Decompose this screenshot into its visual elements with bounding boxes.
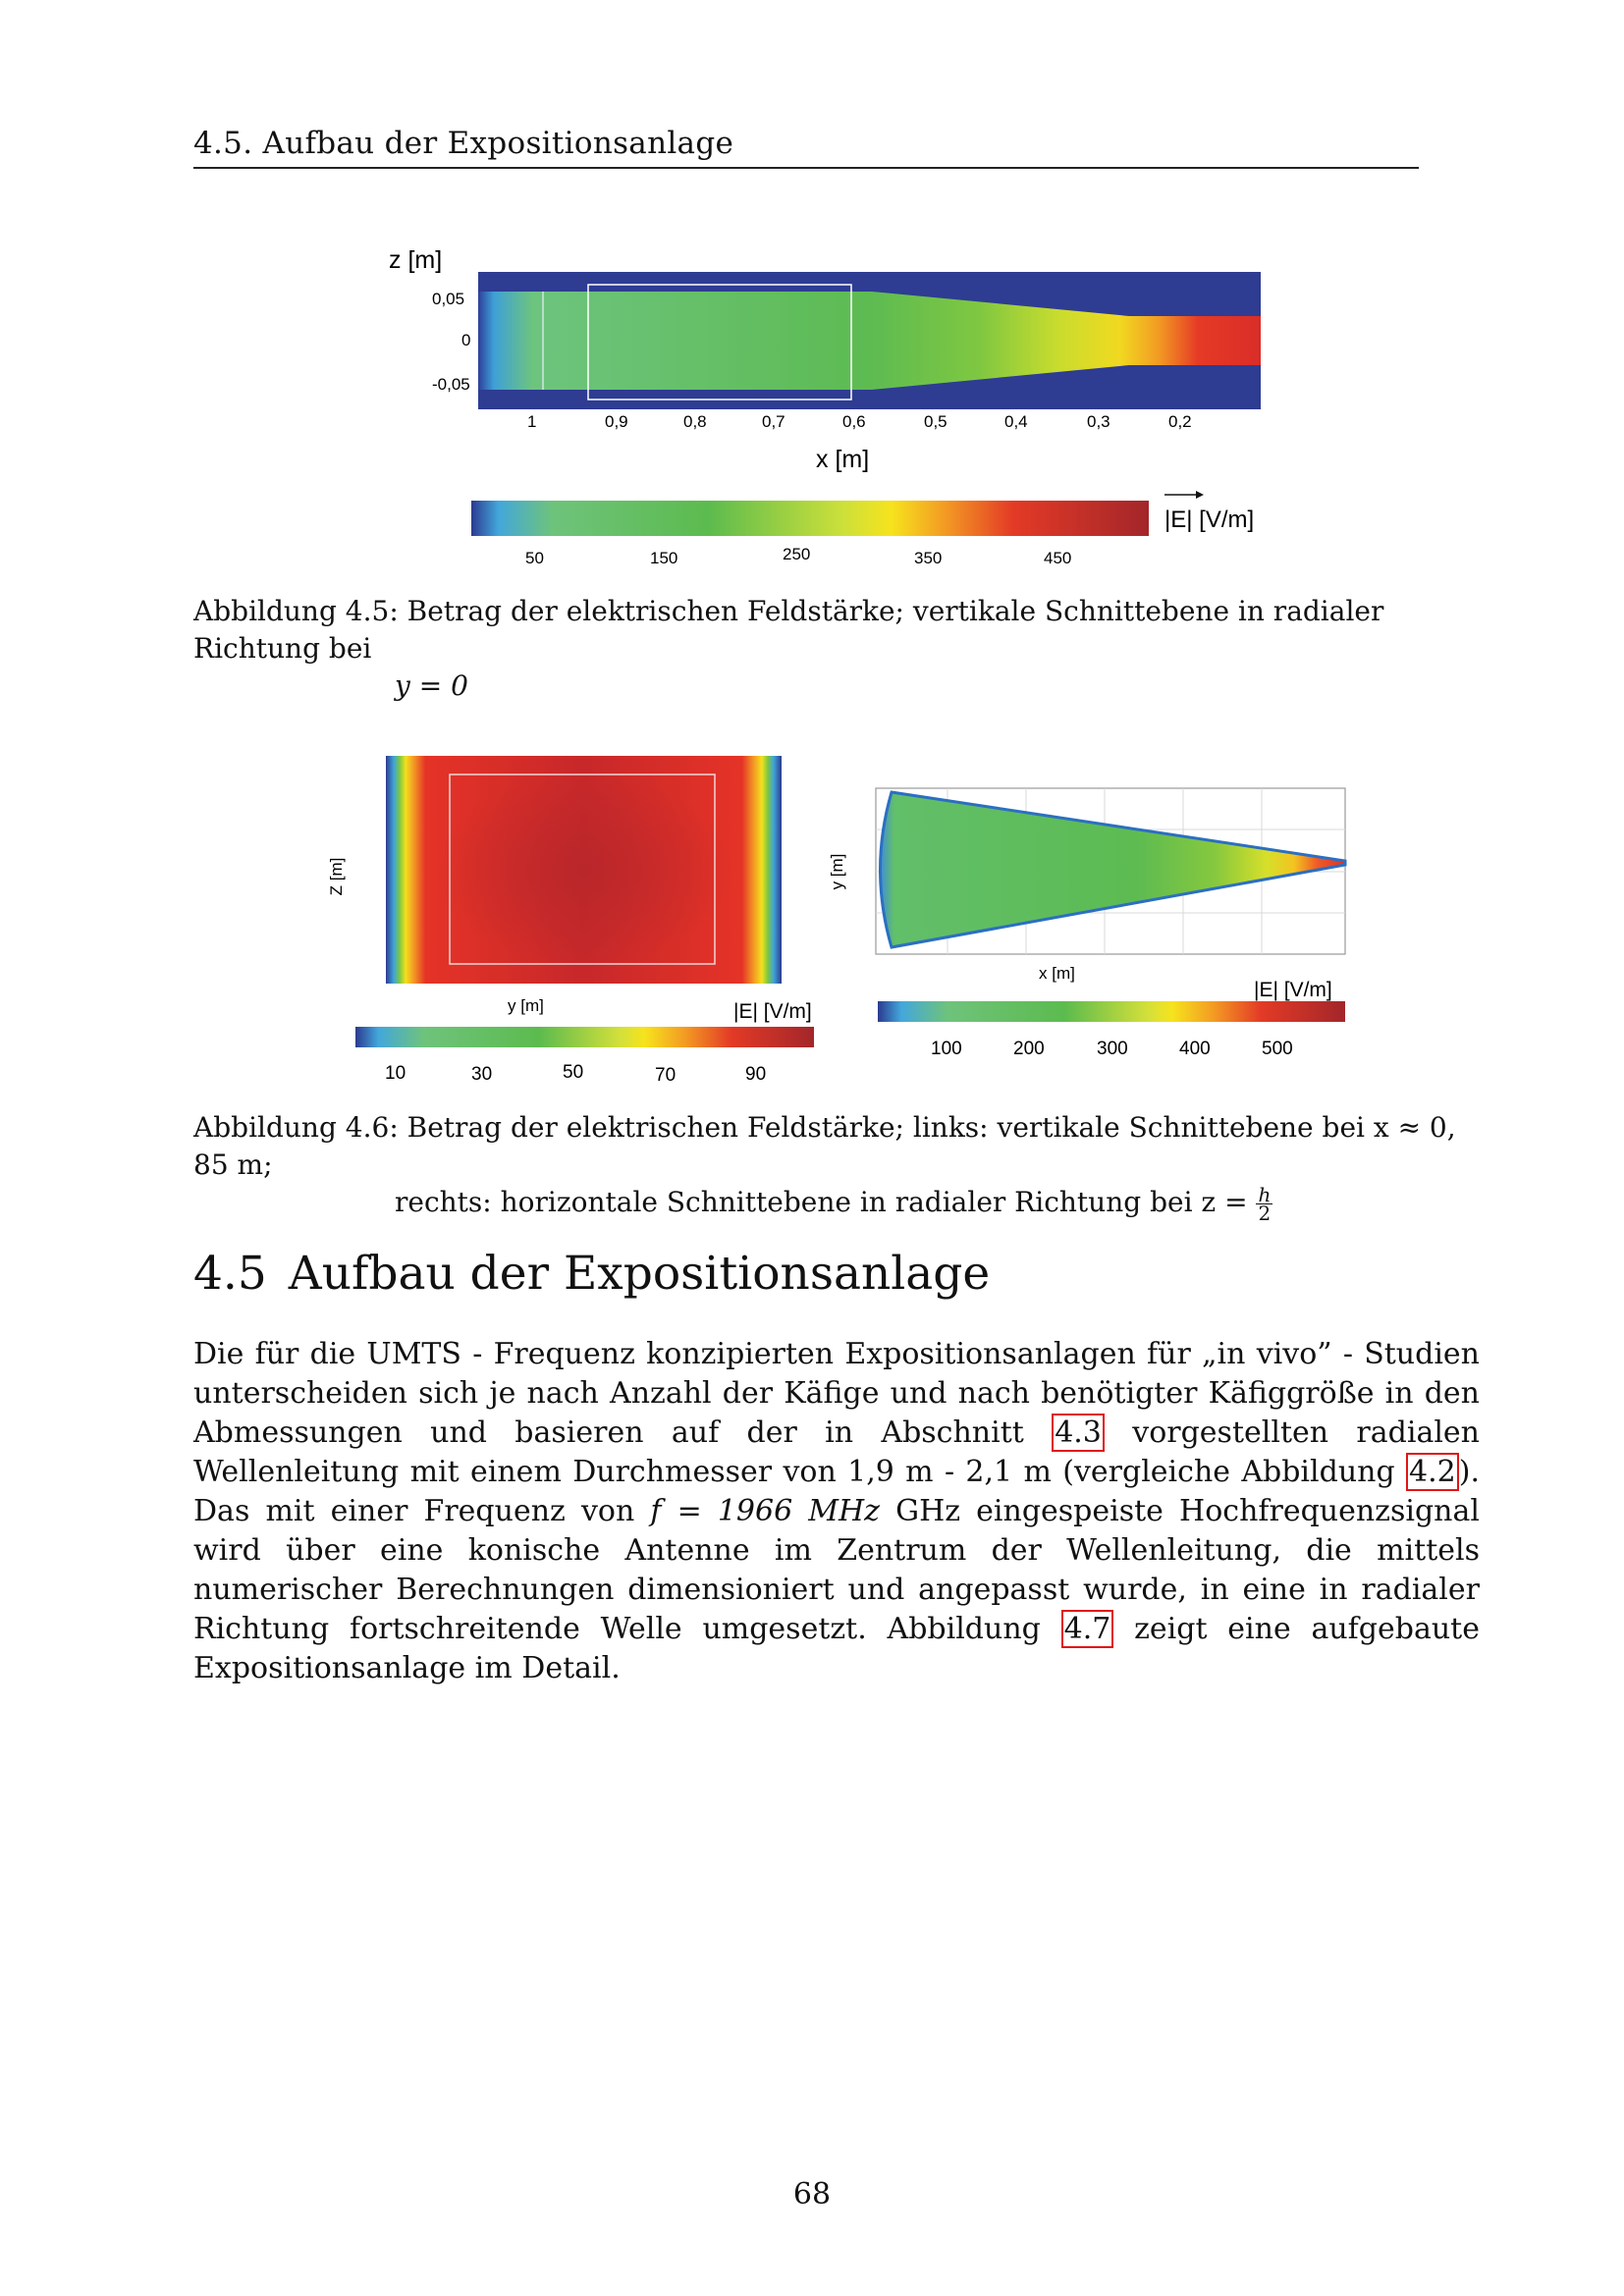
caption-head: Abbildung 4.5: Betrag der elektrischen Feldstärke; vertikale Schnittebene in radialer Richtung bei <box>193 595 1384 665</box>
right-colorbar-tick: 400 <box>1179 1039 1211 1059</box>
x-tick: 0,5 <box>924 412 947 431</box>
z-tick: 0,05 <box>432 290 465 308</box>
colorbar <box>471 501 1149 536</box>
left-field-core <box>437 772 731 968</box>
left-colorbar-label: |E| [V/m] <box>733 1000 812 1023</box>
right-x-axis-label: x [m] <box>1039 964 1075 983</box>
colorbar-label: |E| [V/m] <box>1164 507 1255 533</box>
right-colorbar-tick: 100 <box>931 1039 962 1059</box>
body-paragraph: Die für die UMTS - Frequenz konzipierten Expositionsanlagen für „in vivo” - Studien unterscheiden sich je nach Anzahl der Käfige und nach benötigter Käfiggröße in den Abmessungen und basieren auf der in Abschnitt 4.3 vorgestellten radialen Wellenleitung mit einem Durchmesser von 1,9 m - 2,1 m (vergleiche Abbildung 4.2 ). Das mit einer Frequenz von f = 1966 MHz GHz eingespeiste Hochfrequenzsignal wird über eine konische Antenne im Zentrum der Wellenleitung, die mittels numerischer Berechnungen dimensioniert und angepasst wurde, in eine in radialer Richtung fortschreitende Welle umgesetzt. Abbildung 4.7 zeigt eine aufgebaute Expositionsanlage im Detail. <box>193 1337 1480 1685</box>
section-title: Aufbau der Expositionsanlage <box>288 1247 991 1301</box>
figure-4-6 <box>314 746 1355 1090</box>
left-z-axis-label: Z [m] <box>327 857 346 896</box>
caption-head: Abbildung 4.6: Betrag der elektrischen Feldstärke; links: vertikale Schnittebene bei x ≈ 0, 85 m; <box>193 1111 1456 1181</box>
left-y-axis-label: y [m] <box>508 996 544 1015</box>
right-colorbar-tick: 500 <box>1262 1039 1293 1059</box>
x-tick: 0,8 <box>683 412 707 431</box>
left-colorbar-tick: 90 <box>745 1064 767 1085</box>
left-colorbar-tick: 10 <box>385 1063 406 1084</box>
figure-reference-link[interactable]: 4.2 <box>1406 1453 1459 1491</box>
colorbar-tick: 450 <box>1044 549 1072 567</box>
x-tick: 0,4 <box>1004 412 1028 431</box>
caption-tail: y = 0 <box>395 669 468 702</box>
left-colorbar-tick: 70 <box>655 1065 677 1086</box>
caption-tail: rechts: horizontale Schnittebene in radialer Richtung bei z = $\frac{h}{2}$ <box>395 1183 1272 1225</box>
colorbar-tick: 50 <box>525 549 544 567</box>
x-tick: 0,2 <box>1168 412 1192 431</box>
colorbar-tick: 350 <box>914 549 943 567</box>
figure-4-5-caption <box>193 593 1480 705</box>
z-tick: -0,05 <box>432 375 470 394</box>
right-colorbar-tick: 300 <box>1097 1039 1128 1059</box>
section-reference-link[interactable]: 4.3 <box>1052 1414 1105 1452</box>
right-y-axis-label: y [m] <box>828 853 846 890</box>
header-rule <box>193 167 1419 169</box>
field-strength-panels <box>314 746 1355 1090</box>
figure-reference-link[interactable]: 4.7 <box>1061 1610 1114 1648</box>
vector-arrowhead <box>1196 491 1204 499</box>
x-tick: 1 <box>527 412 537 431</box>
x-axis-label: x [m] <box>816 446 870 473</box>
figure-4-6-caption <box>193 1109 1480 1225</box>
x-tick: 0,3 <box>1087 412 1110 431</box>
left-colorbar-tick: 50 <box>563 1062 584 1083</box>
z-axis-label: z [m] <box>389 246 443 274</box>
figure-4-5 <box>373 236 1296 579</box>
colorbar-tick: 150 <box>650 549 678 567</box>
page-number: 68 <box>792 2177 832 2212</box>
x-tick: 0,9 <box>605 412 628 431</box>
right-colorbar-tick: 200 <box>1013 1039 1045 1059</box>
fraction: $\frac{h}{2}$ <box>1258 1183 1272 1225</box>
right-colorbar-label: |E| [V/m] <box>1254 979 1332 1001</box>
field-strength-vertical-plot <box>373 236 1296 579</box>
right-colorbar <box>878 1001 1345 1022</box>
colorbar-tick: 250 <box>783 545 811 563</box>
left-colorbar-tick: 30 <box>471 1064 493 1085</box>
z-tick: 0 <box>461 331 471 349</box>
section-number: 4.5 <box>193 1247 267 1301</box>
running-header: 4.5. Aufbau der Expositionsanlage <box>193 126 734 161</box>
section-heading <box>193 1247 990 1301</box>
left-colorbar <box>355 1027 814 1047</box>
x-tick: 0,7 <box>762 412 785 431</box>
x-tick: 0,6 <box>842 412 866 431</box>
frequency-formula: f = 1966 MHz <box>650 1494 880 1528</box>
